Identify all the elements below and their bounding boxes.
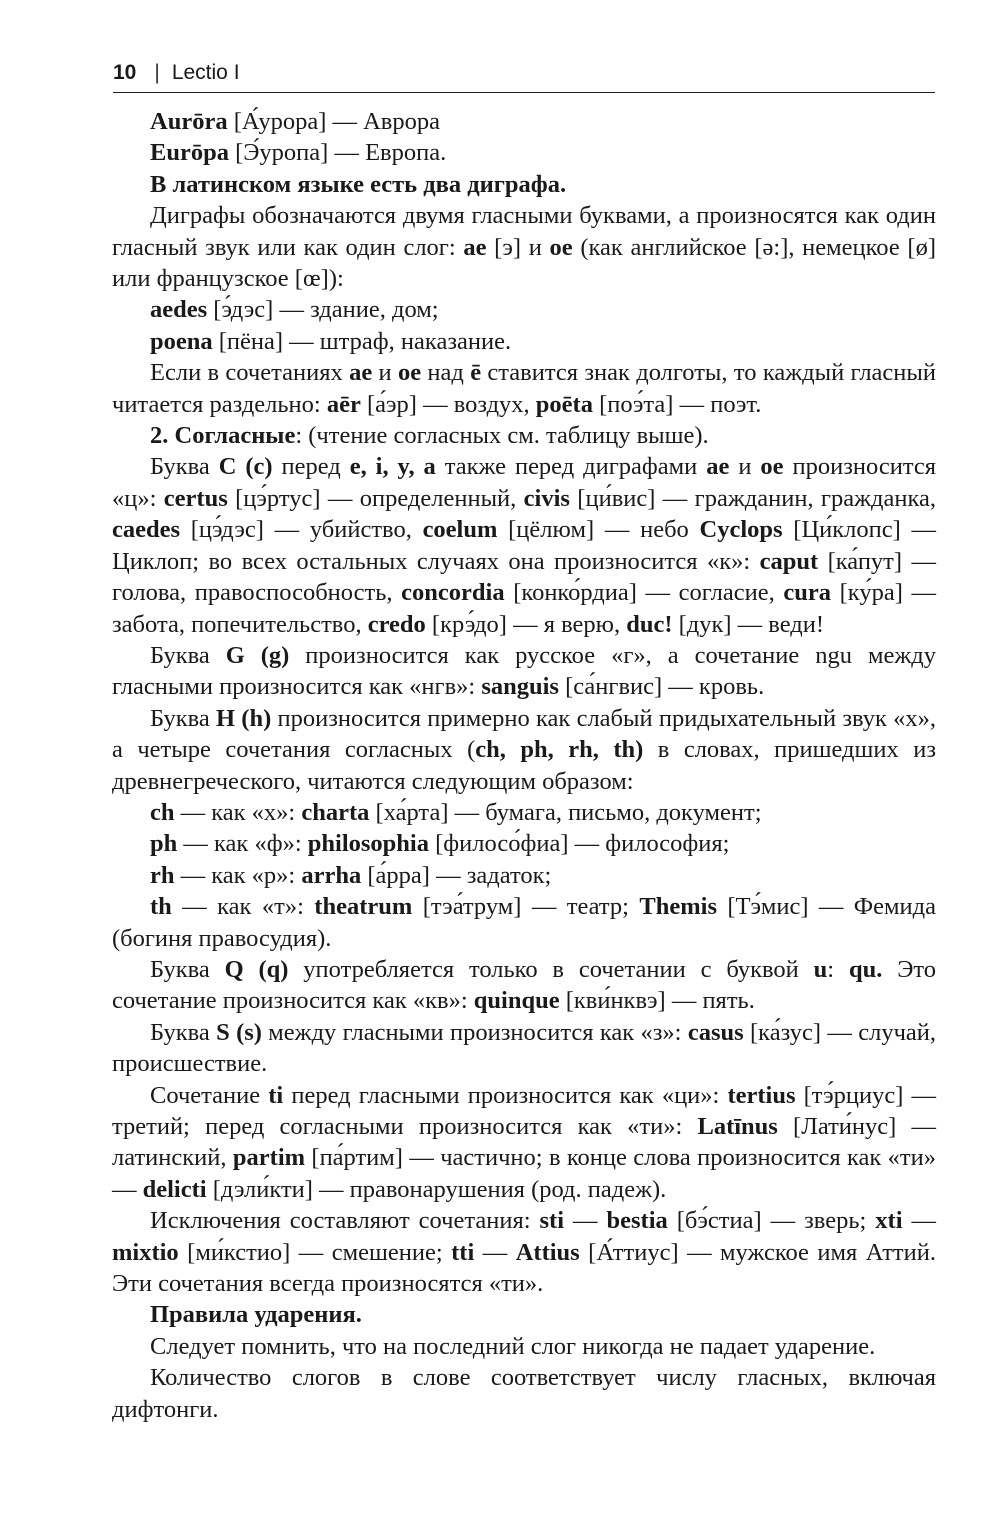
bold-term: Themis (639, 893, 717, 921)
bold-term: aedes (150, 296, 208, 324)
bold-term: C (c) (218, 453, 273, 481)
bold-term: caput (759, 547, 819, 575)
paragraph (112, 357, 936, 420)
bold-term: bestia (606, 1207, 668, 1235)
bold-term: S (s) (216, 1018, 262, 1046)
text-run: Буква (150, 1018, 217, 1046)
text-run: Сочетание (150, 1081, 269, 1109)
text-run: произносится «ц»: (112, 453, 936, 512)
text-run: Диграфы обозначаются двумя гласными буквами, а произносятся как один гласный звук или как один слог: (112, 202, 936, 261)
bold-term: cura (783, 579, 831, 607)
text-run: [цёлюм] — небо (497, 516, 700, 544)
text-run: — (564, 1207, 607, 1235)
text-run: произносится как русское «г», а сочетание ngu между гласными произносится как «нгв»: (112, 641, 936, 701)
paragraph (112, 420, 936, 451)
bold-term: sanguis (481, 673, 559, 701)
bold-term: caedes (112, 516, 181, 544)
bold-term: qu. (848, 955, 883, 983)
bold-term: ae (463, 233, 487, 261)
text-run: [са́нгвис] — кровь. (558, 673, 765, 701)
bold-term: В латинском языке есть два диграфа. (150, 170, 567, 198)
bold-term: sti (539, 1207, 565, 1235)
text-run: [поэ́та] — поэт. (592, 390, 762, 418)
paragraph (112, 703, 936, 797)
text-run: [крэ́до] — я верю, (425, 610, 627, 638)
bold-term: xti (875, 1207, 903, 1235)
paragraph (112, 640, 936, 703)
text-run: [конко́рдиа] — согласие, (504, 579, 784, 607)
bold-term: poena (150, 327, 213, 355)
bold-term: ē (470, 359, 482, 387)
bold-term: Правила ударения. (150, 1301, 362, 1329)
paragraph (150, 1299, 936, 1330)
bold-term: rh (150, 861, 175, 889)
bold-term: ti (268, 1081, 284, 1109)
bold-term: ae (349, 359, 373, 387)
text-run: Если в сочетаниях (150, 359, 350, 387)
paragraph (112, 891, 936, 954)
text-run: [ми́кстио] — смешение; (178, 1238, 452, 1266)
text-run: [Ци́клопс] — Циклоп; во всех остальных случаях она произносится «к»: (112, 516, 936, 575)
text-run: [ха́рта] — бумага, письмо, документ; (369, 798, 762, 826)
text-run: Буква (150, 955, 225, 983)
text-run: [Лати́нус] — латинский, (112, 1113, 936, 1172)
bold-term: ae (706, 453, 730, 481)
text-run: Буква (150, 704, 216, 732)
bold-term: coelum (422, 516, 498, 544)
running-header (113, 58, 935, 93)
bold-term: mixtio (112, 1238, 179, 1266)
bold-term: Q (q) (224, 955, 289, 983)
text-run: произносится примерно как слабый придыхательный звук «х», а четыре сочетания согласных ( (112, 704, 937, 764)
bold-term: delicti (142, 1175, 207, 1203)
paragraph (150, 137, 936, 168)
paragraph (150, 326, 936, 357)
bold-term: tti (451, 1238, 475, 1266)
bold-term: ch, ph, rh, th) (475, 736, 644, 764)
paragraph (112, 1080, 936, 1206)
text-run: Исключения составляют сочетания: (150, 1207, 540, 1235)
paragraph (150, 294, 936, 325)
bold-term: ph (150, 830, 178, 858)
paragraph (112, 954, 936, 1017)
text-run: [кви́нквэ] — пять. (559, 987, 755, 1015)
text-run: Следует помнить, что на последний слог никогда не падает ударение. (150, 1332, 876, 1360)
page-body (112, 106, 936, 1425)
text-run: — как «х»: (174, 798, 302, 826)
text-run: перед гласными произносится как «ци»: (283, 1081, 728, 1109)
text-run: и (729, 453, 761, 481)
text-run: ставится знак долготы, то каждый гласный читается раздельно: (112, 359, 936, 418)
text-run: — как «р»: (174, 861, 302, 889)
header-separator: | (154, 61, 160, 84)
text-run: [пёна] — штраф, наказание. (212, 327, 512, 355)
text-run: Буква (150, 453, 219, 481)
text-run: — (474, 1238, 516, 1266)
text-run: [а́эр] — воздух, (360, 390, 536, 418)
bold-term: philosophia (307, 830, 429, 858)
paragraph (112, 1205, 936, 1299)
bold-term: concordia (401, 579, 505, 607)
text-run: [цэ́дэс] — убийство, (180, 516, 423, 544)
bold-term: oe (760, 453, 784, 481)
bold-term: credo (367, 610, 426, 638)
bold-term: certus (163, 484, 228, 512)
bold-term: aēr (326, 390, 361, 418)
text-run: — как «т»: (171, 893, 315, 921)
text-run: [ку́ра] — забота, попечительство, (112, 579, 937, 638)
text-run: — (902, 1207, 937, 1235)
bold-term: 2. Согласные (150, 422, 296, 450)
text-run: [А́ттиус] — мужское имя Аттий. Эти сочетания всегда произносятся «ти». (112, 1238, 936, 1298)
paragraph (112, 451, 936, 639)
text-run: [дук] — веди! (672, 610, 825, 638)
bold-term: oe (397, 359, 422, 387)
bold-term: quinque (473, 987, 560, 1015)
text-run: [тэ́рциус] — третий; перед согласными произносится как «ти»: (112, 1081, 936, 1140)
paragraph (150, 828, 936, 859)
section-title: Lectio I (171, 61, 240, 84)
bold-term: theatrum (314, 893, 413, 921)
text-run: в словах, пришедших из древнегреческого, читаются следующим образом: (112, 736, 936, 795)
text-run: (как английское [ə:], немецкое [ø] или французское [œ]): (112, 233, 936, 293)
bold-term: casus (687, 1018, 744, 1046)
bold-term: tertius (727, 1081, 796, 1109)
text-run: употребляется только в сочетании с буквой (288, 955, 814, 983)
bold-term: arrha (301, 861, 362, 889)
text-run: и (372, 359, 398, 387)
text-run: [э́дэс] — здание, дом; (207, 296, 439, 324)
bold-term: G (g) (225, 641, 290, 669)
text-run: — как «ф»: (177, 830, 308, 858)
paragraph (112, 1362, 936, 1425)
bold-term: Cyclops (699, 516, 783, 544)
text-run: [Тэ́мис] — Фемида (богиня правосудия). (112, 893, 936, 952)
text-run: Буква (150, 641, 226, 669)
bold-term: Aurōra (150, 108, 228, 135)
text-run: между гласными произносится как «з»: (261, 1018, 688, 1046)
bold-term: Latīnus (697, 1113, 778, 1140)
text-run: [тэа́трум] — театр; (412, 893, 640, 921)
bold-term: oe (549, 233, 573, 261)
paragraph (150, 797, 936, 828)
text-run: [цэ́ртус] — определенный, (227, 484, 524, 512)
bold-term: e, i, y, a (349, 453, 436, 481)
text-run: также перед диграфами (435, 453, 707, 481)
text-run: [филосо́фиа] — философия; (428, 830, 730, 858)
paragraph (112, 1017, 936, 1080)
bold-term: Eurōpa (150, 139, 229, 167)
text-run: : (чтение согласных см. таблицу выше). (295, 422, 709, 450)
text-run: : (827, 955, 849, 983)
text-run: [А́урора] — Аврора (227, 108, 441, 135)
paragraph (112, 1331, 936, 1362)
bold-term: u (813, 955, 828, 983)
text-run: [Э́уропа] — Европа. (228, 139, 447, 167)
paragraph (150, 106, 936, 137)
text-run: [па́ртим] — частично; в конце слова произносится как «ти» — (112, 1144, 937, 1203)
bold-term: ch (150, 798, 175, 826)
bold-term: duc! (626, 610, 673, 638)
text-run: [ка́пут] — голова, правоспособность, (112, 547, 936, 607)
bold-term: charta (301, 798, 370, 826)
text-run: [а́рра] — задаток; (361, 861, 552, 889)
paragraph (150, 169, 936, 200)
text-run: [э] и (486, 233, 550, 261)
text-run: [бэ́стиа] — зверь; (667, 1207, 876, 1235)
bold-term: partim (232, 1144, 306, 1172)
page-number: 10 (113, 61, 137, 84)
text-run: [ци́вис] — гражданин, гражданка, (569, 484, 937, 512)
bold-term: poēta (535, 390, 593, 418)
paragraph (150, 860, 936, 891)
paragraph (112, 200, 936, 294)
text-run: [дэли́кти] — правонарушения (род. падеж). (206, 1175, 667, 1203)
bold-term: th (150, 893, 172, 921)
text-run: Это сочетание произносится как «кв»: (112, 955, 937, 1015)
text-run: [ка́зус] — случай, происшествие. (112, 1018, 937, 1078)
bold-term: Attius (515, 1238, 580, 1266)
text-run: перед (272, 453, 350, 481)
bold-term: H (h) (216, 704, 272, 732)
bold-term: civis (523, 484, 570, 512)
text-run: над (421, 359, 471, 387)
text-run: Количество слогов в слове соответствует числу гласных, включая дифтонги. (112, 1364, 936, 1423)
